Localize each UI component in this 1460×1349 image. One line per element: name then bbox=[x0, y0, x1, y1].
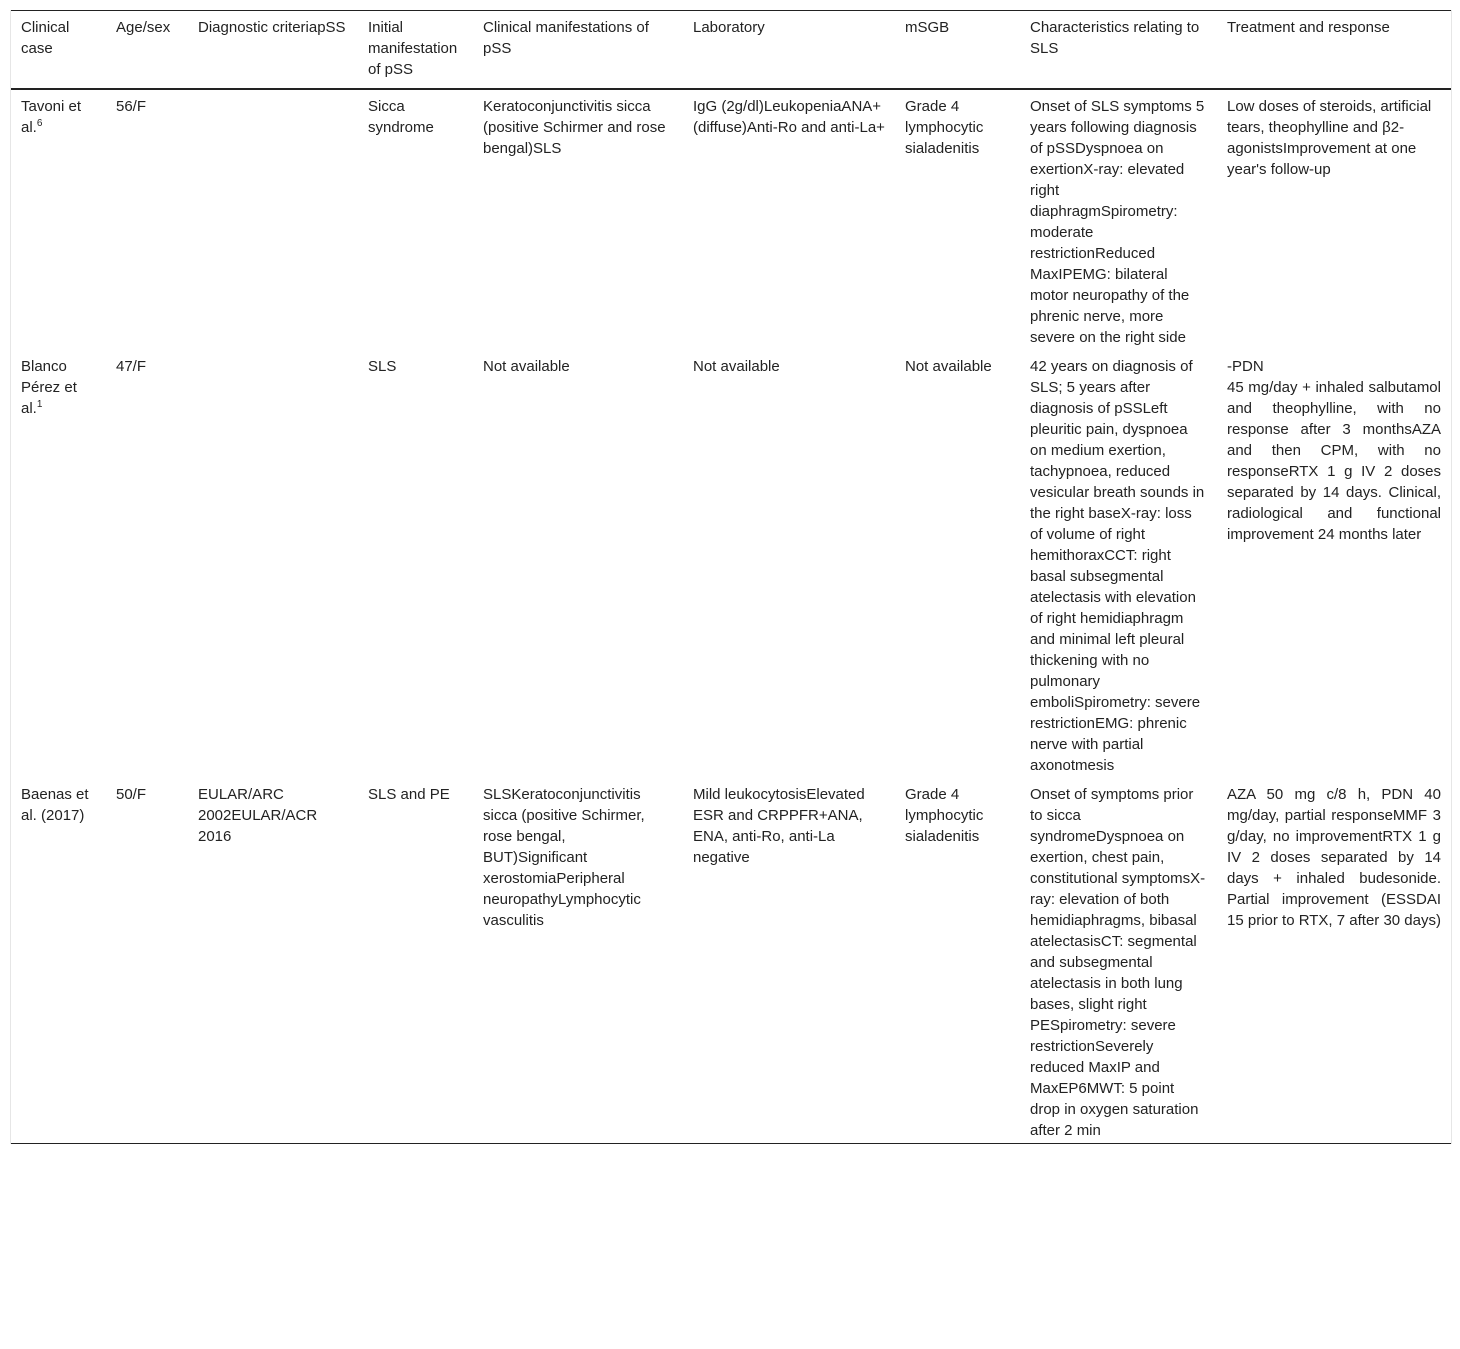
treatment-lead: -PDN bbox=[1227, 358, 1264, 375]
header-age-sex: Age/sex bbox=[116, 19, 171, 36]
cell-diagnostic-criteria: EULAR/ARC 2002EULAR/ACR 2016 bbox=[198, 786, 318, 845]
cell-age-sex: 50/F bbox=[116, 786, 147, 803]
header-initial-manifestation: Initial manifestation of pSS bbox=[368, 19, 458, 78]
cell-msgb: Grade 4 lymphocytic sialadenitis bbox=[905, 98, 984, 157]
cell-clinical-case bbox=[11, 778, 106, 1144]
cell-treatment-response: AZA 50 mg c/8 h, PDN 40 mg/day, partial responseMMF 3 g/day, no improvementRTX 1 g IV 2 doses separated by 14 days + inhaled budesonide. Partial improvement (ESSDAI 15 prior to RTX, 7 after 30 days) bbox=[1227, 786, 1441, 929]
cell-initial-manifestation: SLS bbox=[368, 358, 397, 375]
cell-sls-characteristics: Onset of symptoms prior to sicca syndromeDyspnoea on exertion, chest pain, constitutional symptomsX-ray: elevation of both hemidiaphragms, bibasal atelectasisCT: segmental and subsegmental atelectasis in both lung bases, slight right PESpirometry: severe restrictionSeverely reduced MaxIP and MaxEP6MWT: 5 point drop in oxygen saturation after 2 min bbox=[1030, 786, 1206, 1139]
cell-laboratory: IgG (2g/dl)LeukopeniaANA+ (diffuse)Anti-Ro and anti-La+ bbox=[693, 98, 885, 136]
cell-treatment-response: Low doses of steroids, artificial tears, theophylline and β2-agonistsImprovement at one year's follow-up bbox=[1227, 98, 1432, 178]
cell-clinical-manifestations: Keratoconjunctivitis sicca (positive Schirmer and rose bengal)SLS bbox=[483, 98, 666, 157]
header-row bbox=[11, 11, 1451, 90]
cell-laboratory: Not available bbox=[693, 358, 780, 375]
header-treatment-response: Treatment and response bbox=[1227, 19, 1390, 36]
cell-age-sex: 47/F bbox=[116, 358, 147, 375]
cell-clinical-case bbox=[11, 350, 106, 778]
cell-treatment-response bbox=[1217, 350, 1451, 778]
case-name: Baenas et al. (2017) bbox=[21, 786, 89, 824]
table-row bbox=[11, 89, 1451, 350]
cell-clinical-manifestations: SLSKeratoconjunctivitis sicca (positive Schirmer, rose bengal, BUT)Significant xerostomiaPeripheral neuropathyLymphocytic vasculitis bbox=[483, 786, 645, 929]
cell-sls-characteristics: Onset of SLS symptoms 5 years following diagnosis of pSSDyspnoea on exertionX-ray: elevated right diaphragmSpirometry: moderate restrictionReduced MaxIPEMG: bilateral motor neuropathy of the phrenic nerve, more severe on the right side bbox=[1030, 98, 1205, 346]
case-name: Tavoni et al. bbox=[21, 98, 82, 136]
header-diagnostic-criteria: Diagnostic criteriapSS bbox=[198, 19, 346, 36]
header-sls-characteristics: Characteristics relating to SLS bbox=[1030, 19, 1200, 57]
cell-diagnostic-criteria bbox=[188, 89, 358, 350]
cell-initial-manifestation: Sicca syndrome bbox=[368, 98, 434, 136]
header-laboratory: Laboratory bbox=[693, 19, 765, 36]
treatment-text: 45 mg/day + inhaled salbutamol and theophylline, with no response after 3 monthsAZA and then CPM, with no responseRTX 1 g IV 2 doses separated by 14 days. Clinical, radiological and functional improvement 24 months later bbox=[1227, 379, 1441, 543]
reference-superscript: 1 bbox=[36, 399, 43, 410]
cell-diagnostic-criteria bbox=[188, 350, 358, 778]
cell-laboratory: Mild leukocytosisElevated ESR and CRPPFR+ANA, ENA, anti-Ro, anti-La negative bbox=[693, 786, 865, 866]
header-msgb: mSGB bbox=[905, 19, 950, 36]
table-body bbox=[11, 89, 1451, 1144]
reference-superscript: 6 bbox=[36, 118, 43, 129]
cell-clinical-manifestations: Not available bbox=[483, 358, 570, 375]
table-header bbox=[11, 11, 1451, 90]
cell-msgb: Not available bbox=[905, 358, 992, 375]
clinical-cases-table bbox=[11, 10, 1451, 1144]
data-table-container bbox=[10, 10, 1452, 1144]
table-row bbox=[11, 350, 1451, 778]
table-row bbox=[11, 778, 1451, 1144]
cell-initial-manifestation: SLS and PE bbox=[368, 786, 450, 803]
cell-msgb: Grade 4 lymphocytic sialadenitis bbox=[905, 786, 984, 845]
cell-clinical-case bbox=[11, 89, 106, 350]
cell-sls-characteristics: 42 years on diagnosis of SLS; 5 years after diagnosis of pSSLeft pleuritic pain, dyspnoea on medium exertion, tachypnoea, reduced vesicular breath sounds in the right baseX-ray: loss of volume of right hemithoraxCCT: right basal subsegmental atelectasis with elevation of right hemidiaphragm and minimal left pleural thickening with no pulmonary emboliSpirometry: severe restrictionEMG: phrenic nerve with partial axonotmesis bbox=[1030, 358, 1205, 774]
cell-age-sex: 56/F bbox=[116, 98, 147, 115]
case-name: Blanco Pérez et al. bbox=[21, 358, 77, 417]
header-clinical-case: Clinical case bbox=[21, 19, 70, 57]
header-clinical-manifestations: Clinical manifestations of pSS bbox=[483, 19, 649, 57]
